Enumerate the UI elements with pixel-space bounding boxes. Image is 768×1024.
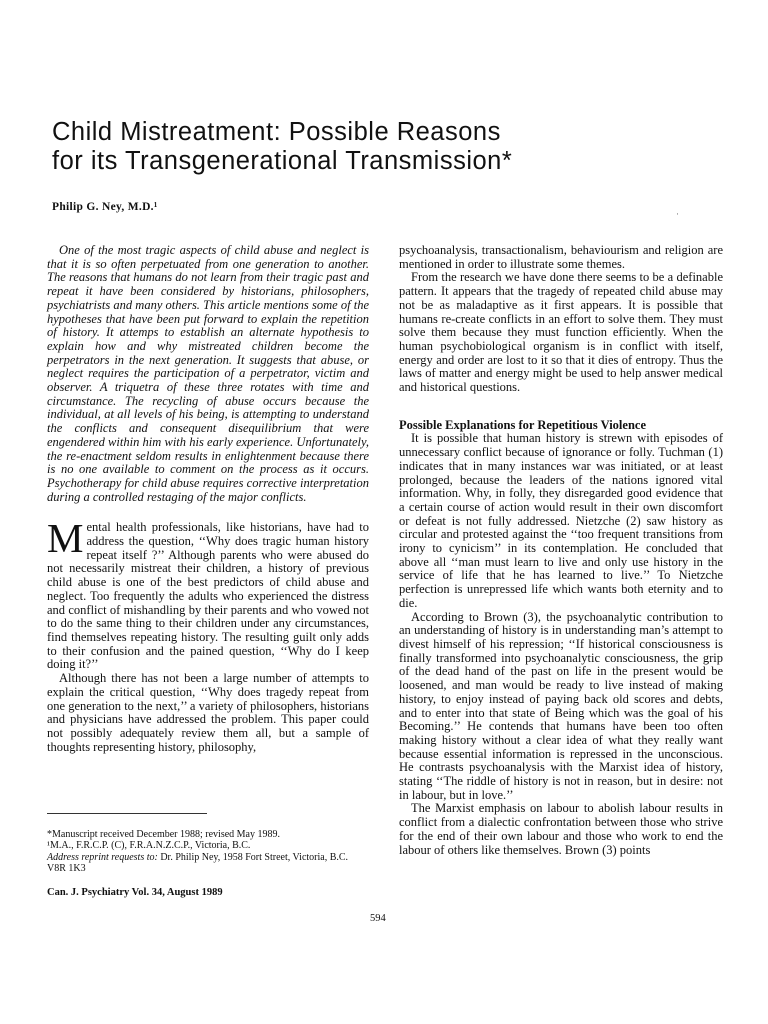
footnote-reprint-label: Address reprint requests to:	[47, 851, 158, 863]
body-paragraph: It is possible that human history is strewn with episodes of unnecessary conflict because of ignorance or folly. Tuchman (1) indicates that in many instances war was initiated, or at least prolonged, because the leaders of the nations ignored vital information. Why, in folly, they disregarded good evidence that a certain course of action would result in their own discomfort or defeat is not fully addressed. Nietzche (2) saw history as circular and protested against the ‘‘too frequent transitions from irony to cynicism’’ in its contemplation. He concluded that above all ‘‘man must learn to live and only use history in the service of life that he has learned to live.’’ To Nietzche perfection is unrepressed life which wants both eternity and to die.	[399, 431, 723, 610]
body-paragraph: The Marxist emphasis on labour to abolish labour results in conflict from a dialectic confrontation between those who strive for the end of their own labour and those who work to end the labour of others like themselves. Brown (3) points	[399, 801, 723, 857]
page-number: 594	[370, 913, 386, 924]
body-paragraph: From the research we have done there seems to be a definable pattern. It appears that the tragedy of repeated child abuse may not be as maladaptive as it first appears. It is possible that humans re-create conflicts in an effort to solve them. They must solve them because they must function efficiently. When the human psychobiological organism is in conflict with itself, energy and order are lost to it so that it dies of entropy. Thus the laws of matter and energy might be used to help answer medical and historical questions.	[399, 270, 723, 395]
body-paragraph: Although there has not been a large number of attempts to explain the critical question, ‘‘Why does tragedy repeat from one generation to the next,’’ a variety of philosophers, historians and physicians have addressed the problem. This paper could not possibly adequately review them all, but a sample of thoughts representing history, philosophy,	[47, 671, 369, 754]
footnote-divider	[47, 813, 207, 814]
spacer	[399, 395, 723, 407]
journal-citation: Can. J. Psychiatry Vol. 34, August 1989	[47, 887, 223, 898]
footnotes	[47, 829, 369, 875]
left-column	[47, 244, 369, 754]
article-title	[52, 118, 732, 176]
intro-paragraph-text: ental health professionals, like historians, have had to address the question, ‘‘Why does tragic human history repeat itself ?’’ Although parents who were abused do not necessarily mistreat their children, a history of previous child abuse is one of the best predictors of child abuse and neglect. Too frequently the adults who experienced the distress and conflict of mishandling by their parents and who vowed not to do the same thing to their children under any circumstances, find themselves repeating history. The resulting guilt only adds to their confusion and the pained question, ‘‘Why do I keep doing it?’’	[47, 520, 369, 672]
author-byline: Philip G. Ney, M.D.¹	[52, 201, 158, 213]
right-column	[399, 244, 723, 857]
footnote-reprint	[47, 852, 369, 875]
title-line-1: Child Mistreatment: Possible Reasons	[52, 118, 501, 146]
body-paragraph: psychoanalysis, transactionalism, behaviourism and religion are mentioned in order to illustrate some themes.	[399, 243, 723, 271]
intro-paragraph	[47, 515, 369, 672]
title-line-2: for its Transgenerational Transmission*	[52, 147, 513, 175]
spacer	[47, 504, 369, 521]
scan-speck: ·	[676, 209, 679, 219]
footnote-manuscript: *Manuscript received December 1988; revised May 1989.	[47, 829, 280, 840]
section-heading: Possible Explanations for Repetitious Violence	[399, 417, 647, 432]
footnote-credentials: ¹M.A., F.R.C.P. (C), F.R.A.N.Z.C.P., Victoria, B.C.	[47, 840, 251, 852]
drop-cap: M	[47, 515, 84, 562]
spacer	[399, 407, 723, 419]
body-paragraph: According to Brown (3), the psychoanalytic contribution to an understanding of history is in understanding man’s attempt to divest himself of his repression; ‘‘If historical consciousness is finally transformed into psychoanalytic consciousness, the grip of the dead hand of the past on life in the present would be loosened, and man would be ready to live instead of making history, to enjoy instead of paying back old scores and debts, and to enter into that state of Being which was the goal of his Becoming.’’ He contends that humans have been too often making history without a clear idea of what they really want because essential information is repressed in the unconscious. He contrasts psychoanalysis with the Marxist idea of history, stating ‘‘The riddle of history is not in reason, but in desire: not in labour, but in love.’’	[399, 609, 723, 802]
footnote-reprint-address: Dr. Philip Ney, 1958 Fort Street, Victoria, B.C. V8R 1K3	[47, 851, 349, 875]
abstract: One of the most tragic aspects of child abuse and neglect is that it is so often perpetuated from one generation to another. The reasons that humans do not learn from their tragic past and repeat it have been considered by historians, philosophers, psychiatrists and many others. This article mentions some of the hypotheses that have been put forward to explain the repetition of history. It attemps to establish an alternate hypothesis to explain how and why mistreated children become the perpetrators in the next generation. It suggests that abuse, or neglect requires the participation of a perpetrator, victim and observer. A triquetra of these three rotates with time and circumstance. The recycling of abuse occurs because the individual, at all levels of his being, is attempting to understand the conflicts and consequent disequilibrium that were engendered within him with his early experience. Unfortunately, the re-enactment seldom results in enlightenment because there is no one available to comment on the process as it occurs. Psychotherapy for child abuse requires corrective interpretation during a controlled restaging of the major conflicts.	[47, 243, 369, 504]
